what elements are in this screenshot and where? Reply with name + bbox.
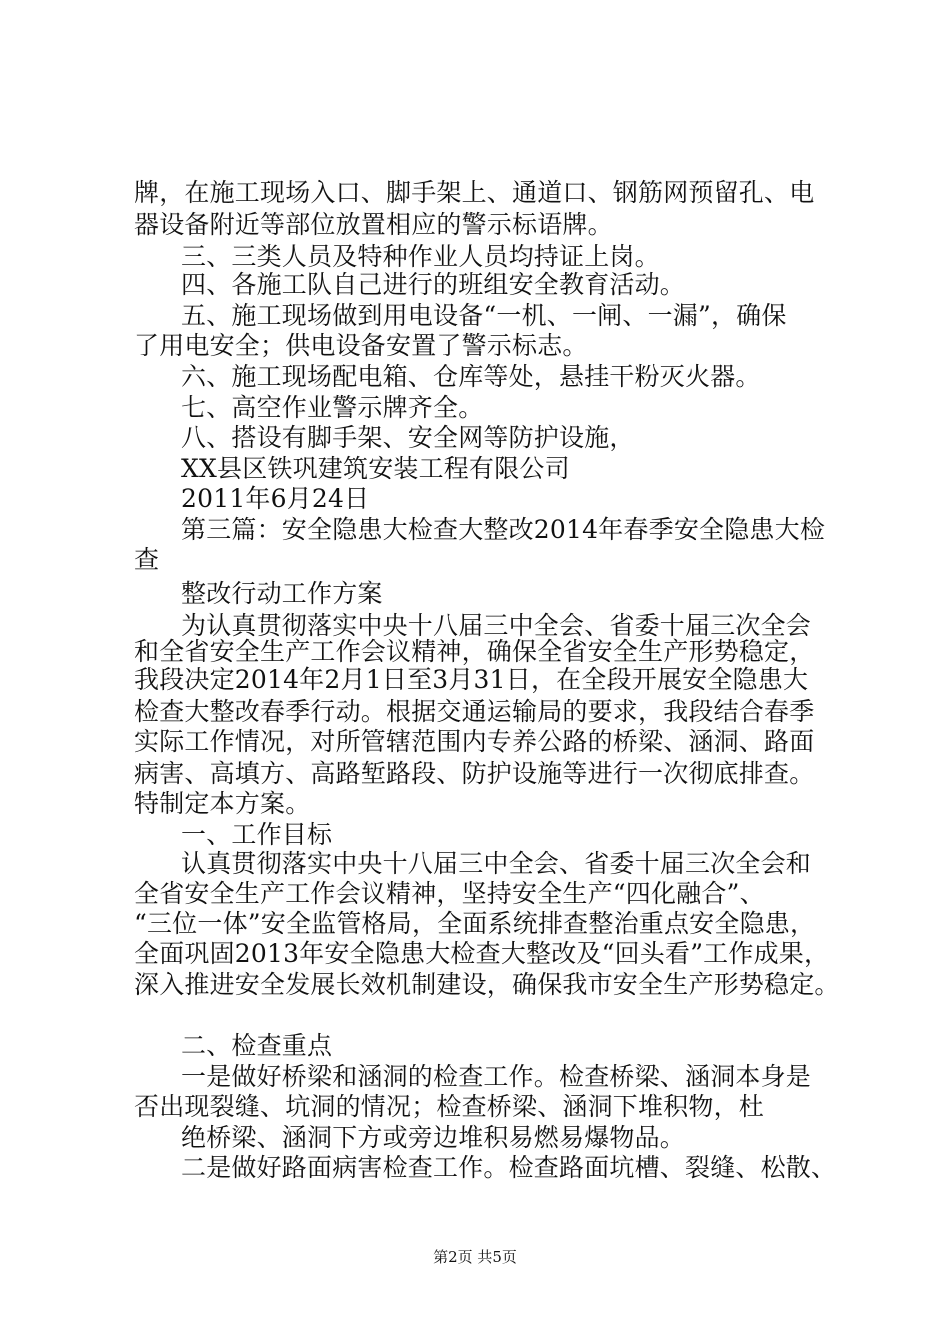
subsection-heading: 二、检查重点 — [181, 1031, 333, 1060]
page-number-footer: 第2页 共5页 — [433, 1248, 517, 1266]
text-line: 病害、高填方、高路堑路段、防护设施等进行一次彻底排查。 — [134, 759, 815, 788]
text-line: 绝桥梁、涵洞下方或旁边堆积易燃易爆物品。 — [181, 1123, 686, 1152]
text-line: 为认真贯彻落实中央十八届三中全会、省委十届三次全会 — [181, 611, 812, 640]
text-line: 否出现裂缝、坑洞的情况；检查桥梁、涵洞下堆积物，杜 — [134, 1092, 765, 1121]
text-line: 四、各施工队自己进行的班组安全教育活动。 — [181, 270, 686, 299]
text-line: 三、三类人员及特种作业人员均持证上岗。 — [181, 242, 660, 271]
text-line: 六、施工现场配电箱、仓库等处，悬挂干粉灭火器。 — [181, 362, 761, 391]
text-line: 认真贯彻落实中央十八届三中全会、省委十届三次全会和 — [181, 849, 812, 878]
text-line: 五、施工现场做到用电设备“一机、一闸、一漏”，确保 — [181, 301, 787, 330]
section-subtitle: 整改行动工作方案 — [181, 579, 383, 608]
text-line: 一是做好桥梁和涵洞的检查工作。检查桥梁、涵洞本身是 — [181, 1062, 812, 1091]
text-line: 我段决定2014年2月1日至3月31日，在全段开展安全隐患大 — [134, 665, 809, 694]
text-line: “三位一体”安全监管格局，全面系统排查整治重点安全隐患， — [134, 909, 816, 938]
text-line: 和全省安全生产工作会议精神，确保全省安全生产形势稳定， — [134, 637, 815, 666]
text-line: 八、搭设有脚手架、安全网等防护设施， — [181, 423, 635, 452]
text-line: 七、高空作业警示牌齐全。 — [181, 393, 484, 422]
section-heading: 第三篇：安全隐患大检查大整改2014年春季安全隐患大检 — [181, 515, 826, 544]
section-heading-continued: 查 — [134, 545, 160, 574]
text-line: 深入推进安全发展长效机制建设，确保我市安全生产形势稳定。 — [134, 970, 840, 999]
text-line: 了用电安全；供电设备安置了警示标志。 — [134, 331, 588, 360]
company-name: XX县区铁巩建筑安装工程有限公司 — [181, 454, 570, 483]
subsection-heading: 一、工作目标 — [181, 820, 333, 849]
text-line: 全面巩固2013年安全隐患大检查大整改及“回头看”工作成果， — [134, 939, 830, 968]
text-line: 全省安全生产工作会议精神，坚持安全生产“四化融合”、 — [134, 879, 765, 908]
date-line: 2011年6月24日 — [181, 484, 370, 513]
text-line: 特制定本方案。 — [134, 789, 311, 818]
text-line: 检查大整改春季行动。根据交通运输局的要求，我段结合春季 — [134, 697, 815, 726]
text-line: 器设备附近等部位放置相应的警示标语牌。 — [134, 210, 613, 239]
text-line: 牌，在施工现场入口、脚手架上、通道口、钢筋网预留孔、电 — [134, 178, 815, 207]
text-line: 实际工作情况，对所管辖范围内专养公路的桥梁、涵洞、路面 — [134, 727, 815, 756]
text-line: 二是做好路面病害检查工作。检查路面坑槽、裂缝、松散、 — [181, 1153, 837, 1182]
